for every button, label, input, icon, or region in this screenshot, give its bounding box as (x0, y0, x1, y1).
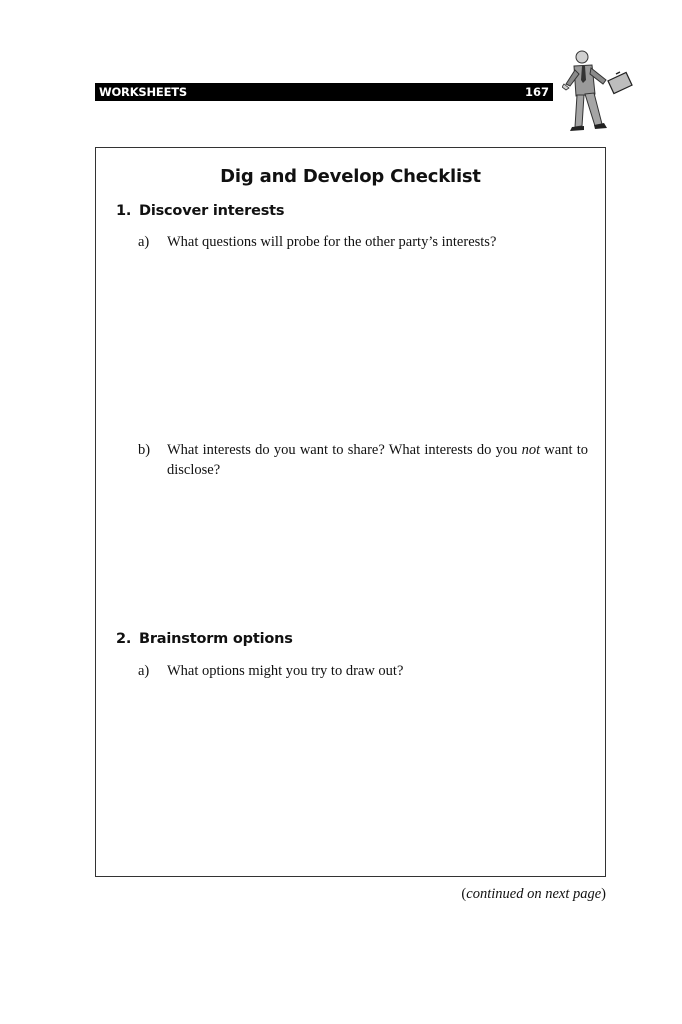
question-marker: b) (138, 442, 151, 458)
question-marker: a) (138, 234, 150, 250)
businessman-with-briefcase-icon (562, 50, 640, 134)
question-text: What options might you try to draw out? (167, 663, 404, 679)
question-text-part: What interests do you want to share? What interests do you (167, 442, 522, 458)
page-number: 167 (524, 85, 549, 99)
section-title: Discover interests (139, 203, 285, 219)
open-paren: ( (461, 886, 467, 902)
question-text: What questions will probe for the other party’s interests? (167, 234, 497, 250)
question-marker: a) (138, 663, 150, 679)
worksheet-title: Dig and Develop Checklist (220, 166, 481, 187)
close-paren: ) (601, 886, 606, 902)
section-heading-discover-interests (116, 203, 284, 219)
running-header (95, 83, 553, 101)
question-text (167, 440, 588, 480)
question-1a (138, 232, 588, 252)
question-emphasis: not (521, 442, 541, 458)
section-number: 2. (116, 631, 132, 647)
section-number: 1. (116, 203, 132, 219)
section-heading-brainstorm-options (116, 631, 293, 647)
section-title: Brainstorm options (139, 631, 293, 647)
section-label: WORKSHEETS (99, 85, 187, 99)
question-1b (138, 440, 588, 480)
worksheet-box (95, 147, 606, 877)
question-text-part: want to disclose? (167, 442, 588, 478)
question-2a (138, 661, 588, 681)
continued-text: continued on next page (466, 886, 602, 902)
continued-note (461, 886, 606, 903)
